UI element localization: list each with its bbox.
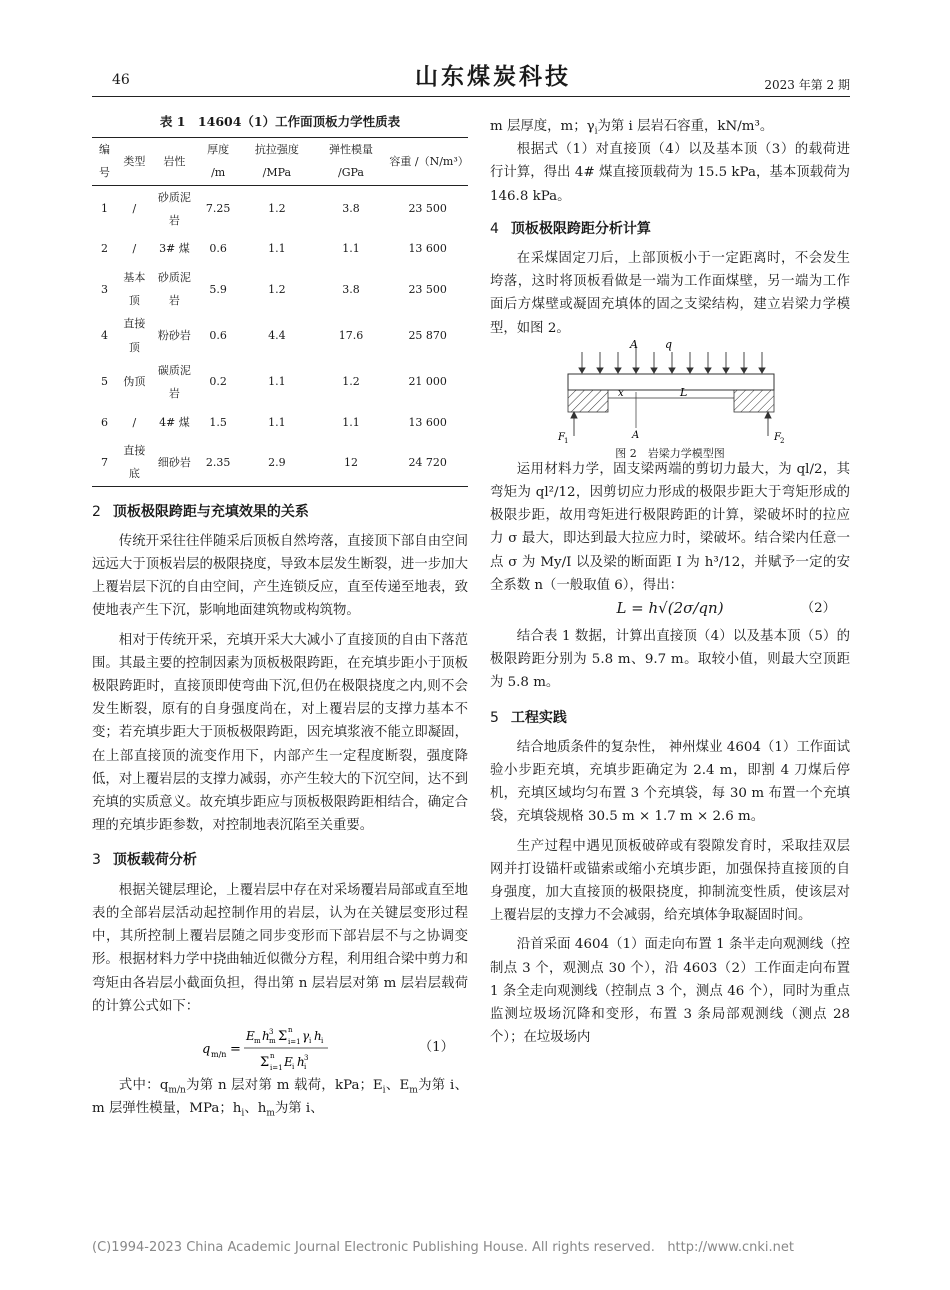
section-5-para-3: 沿首采面 4604（1）面走向布置 1 条半走向观测线（控制点 3 个，观测点 30 个），沿 4603（2）工作面走向布置 1 条全走向观测线（控制点 3 个，测点 46 个），同时为重点监测垃圾场沉降和变形，布置 3 条局部观测线（测点 28 个）；在垃圾场内 — [490, 937, 850, 1046]
section-5-para-2: 生产过程中遇见顶板破碎或有裂隙发育时，采取挂双层网并打设锚杆或锚索或缩小充填步距，加强保持直接顶的自身强度，加大直接顶的极限挠度，抑制流变性质，使该层对上覆岩层的支撑力不会减弱，给充填体争取凝固时间。 — [490, 838, 850, 924]
svg-text:3: 3 — [304, 1053, 309, 1062]
section-number: 5 — [490, 709, 499, 726]
table-cell: 直接底 — [123, 444, 146, 481]
section-5-heading — [490, 707, 850, 730]
table-cell: 0.6 — [209, 329, 227, 343]
svg-text:i: i — [304, 1062, 307, 1071]
rock-properties-table — [92, 137, 468, 486]
svg-text:n: n — [288, 1025, 293, 1034]
table-row — [92, 266, 468, 312]
section-4-para-2: 运用材料力学，固支梁两端的剪切力最大，为 ql/2，其弯矩为 ql²/12，因剪切应力形成的极限步距大于弯矩形成的极限步距，故用弯矩进行极限跨距的计算，梁破坏时的拉应力 σ 最大，即达到最大拉应力时，梁破坏。结合梁内任意一点 σ 为 My/I 以及梁的断面距 I 为 h³/12，并赋予一定的安全系数 n（一般取值 6），得出： — [490, 461, 850, 593]
table-cell: 1.1 — [342, 415, 360, 429]
formula-2-number: （2） — [800, 601, 836, 617]
svg-text:3: 3 — [269, 1027, 274, 1036]
col-header: 容重 /（N/m³） — [389, 154, 469, 168]
table-cell: 13 600 — [408, 415, 447, 429]
table-cell: / — [132, 415, 137, 429]
table-cell: 4.4 — [268, 329, 286, 343]
figure-2-caption: 图 2 岩梁力学模型图 — [615, 446, 725, 460]
table-cell: 3.8 — [342, 282, 360, 296]
issue-label: 2023 年第 2 期 — [764, 78, 850, 92]
right-column — [490, 115, 850, 1050]
section-number: 2 — [92, 503, 101, 520]
table-cell: / — [132, 242, 137, 256]
table-cell: 23 500 — [408, 202, 447, 216]
table-caption: 表 1 14604（1）工作面顶板力学性质表 — [159, 114, 401, 129]
label-q: q — [665, 339, 673, 351]
svg-text:E: E — [246, 1028, 255, 1043]
section-3-para-1: 根据关键层理论，上覆岩层中存在对采场覆岩局部或直至地表的全部岩层活动起控制作用的岩层，认为在关键层变形过程中，其所控制上覆岩层随之同步变形而下部岩层不与之协调变形。根据材料力学中挠曲轴近似微分方程，利用组合梁中剪力和弯矩由各岩层小截面负担，得出第 n 层岩层对第 m 层岩层载荷的计算公式如下： — [92, 882, 468, 1014]
table-cell: 1.2 — [342, 375, 360, 389]
table-cell: 粉砂岩 — [157, 329, 191, 343]
section-5-para-1: 结合地质条件的复杂性， 神州煤业 4604（1）工作面试验小步距充填，充填步距确定为 2.4 m，即割 4 刀煤后停机，充填区域均匀布置 3 个充填袋，每 30 m 布置一个充填袋，充填袋规格 30.5 m × 1.7 m × 2.6 m。 — [490, 739, 850, 825]
svg-text:γ: γ — [302, 1028, 310, 1043]
copyright-text: (C)1994-2023 China Academic Journal Electronic Publishing House. All rights reserved. — [92, 1240, 655, 1255]
svg-text:h: h — [314, 1028, 322, 1043]
table-cell: 1.2 — [268, 202, 286, 216]
table-cell: 24 720 — [408, 455, 447, 469]
table-cell: 5.9 — [209, 282, 227, 296]
section-title: 顶板载荷分析 — [112, 852, 197, 869]
svg-text:q: q — [202, 1041, 211, 1057]
table-cell: 12 — [343, 455, 358, 469]
table-cell: 5 — [100, 375, 108, 389]
table-cell: 碳质泥岩 — [157, 363, 191, 401]
header-rule — [92, 96, 850, 97]
beam — [568, 374, 774, 390]
table-row — [92, 185, 468, 232]
formula-1-explanation: 式中：$q_{m/n}$为第 n 层对第 m 载荷，kPa；$E_i$、$E_m$为第 i、m 层弹性模量，MPa；$h_i$、$h_m$为第 i、 — [92, 1077, 468, 1119]
svg-text:2: 2 — [780, 436, 785, 444]
label-A-top: A — [630, 339, 638, 351]
table-row — [92, 359, 468, 405]
col-header: 编号 — [98, 143, 110, 180]
svg-text:n: n — [270, 1051, 275, 1060]
svg-text:i=1: i=1 — [288, 1037, 301, 1046]
svg-text:m/n: m/n — [211, 1049, 227, 1059]
table-cell: 21 000 — [408, 375, 447, 389]
copyright-footer — [92, 1240, 794, 1255]
table-cell: 23 500 — [408, 282, 447, 296]
section-title: 工程实践 — [510, 709, 567, 726]
table-cell: 3# 煤 — [159, 242, 190, 256]
svg-text:Σ: Σ — [278, 1028, 288, 1044]
section-2-heading — [92, 501, 468, 524]
svg-text:i: i — [321, 1036, 324, 1045]
svg-text:=: = — [230, 1041, 241, 1057]
col-header: 类型 — [123, 154, 146, 168]
svg-text:1: 1 — [564, 436, 569, 444]
svg-text:h: h — [297, 1054, 305, 1069]
svg-text:m: m — [269, 1036, 276, 1045]
beam-model-diagram — [490, 340, 850, 444]
table-row — [92, 439, 468, 486]
left-support — [568, 390, 608, 412]
section-4-heading — [490, 218, 850, 241]
section-3-heading — [92, 849, 468, 872]
section-2-para-1: 传统开采往往伴随采后顶板自然垮落，直接顶下部自由空间远远大于顶板岩层的极限挠度，导致本层发生断裂，进一步加大上覆岩层下沉的自由空间，产生连锁反应，直至传递至地表，致使地表产生下沉，影响地面建筑物或构筑物。 — [92, 533, 468, 619]
table-cell: 0.2 — [209, 375, 227, 389]
formula-2 — [490, 597, 850, 625]
table-cell: 1.1 — [268, 242, 286, 256]
table-cell: 0.6 — [209, 242, 227, 256]
table-cell: 4# 煤 — [159, 415, 190, 429]
formula-1 — [92, 1022, 468, 1074]
section-4-para-3: 结合表 1 数据，计算出直接顶（4）以及基本顶（5）的极限跨距分别为 5.8 m、9.7 m。取较小值，则最大空顶距为 5.8 m。 — [490, 629, 850, 691]
col-header: 弹性模量 /GPa — [328, 143, 373, 180]
table-cell: 2 — [100, 242, 108, 256]
table-cell: / — [132, 202, 137, 216]
svg-text:i: i — [292, 1062, 295, 1071]
table-cell: 砂质泥岩 — [157, 190, 191, 227]
table-cell: 3.8 — [342, 202, 360, 216]
formula-1-explanation-cont: m 层厚度，m；$\gamma_i$为第 i 层岩石容重，kN/m³。 — [490, 119, 774, 137]
table-row — [92, 312, 468, 358]
label-A-bottom: A — [632, 429, 640, 441]
table-cell: 基本顶 — [123, 271, 146, 308]
label-F2: F — [774, 431, 781, 443]
label-x: x — [618, 387, 624, 399]
table-row — [92, 232, 468, 266]
table-header-row — [92, 138, 468, 185]
section-4-para-1: 在采煤固定刀后，上部顶板小于一定距离时，不会发生垮落，这时将顶板看做是一端为工作面煤壁，另一端为工作面后方煤壁或凝固充填体的固之支梁结构，建立岩梁力学模型，如图 2。 — [490, 251, 850, 336]
right-support — [734, 390, 774, 412]
table-cell: 1.1 — [268, 375, 286, 389]
table-cell: 伪顶 — [123, 375, 146, 389]
cnki-link[interactable]: http://www.cnki.net — [667, 1240, 794, 1255]
svg-text:i: i — [309, 1036, 312, 1045]
section-2-para-2: 相对于传统开采，充填开采大大减小了直接顶的自由下落范围。其最主要的控制因素为顶板极限跨距，在充填步距小于顶板极限跨距时，直接顶即使弯曲下沉,但仍在极限挠度之内,则不会发生断裂，原有的自身强度尚在，对上覆岩层的支撑力基本不变；若充填步距大于顶板极限跨距，因充填浆液不能立即凝固，在上部直接顶的流变作用下，内部产生一定程度断裂，强度降低，对上覆岩层的支撑力减弱，亦产生较大的下沉空间，达不到充填的实质意义。故充填步距应与顶板极限跨距相结合，确定合理的充填步距参数，对控制地表沉陷至关重要。 — [92, 632, 468, 834]
table-cell: 砂质泥岩 — [157, 271, 191, 308]
table-cell: 3 — [100, 282, 108, 296]
left-column — [92, 110, 468, 1120]
col-header: 厚度 /m — [207, 143, 230, 180]
svg-text:h: h — [262, 1028, 270, 1043]
figure-2 — [490, 340, 850, 458]
table-cell: 7 — [100, 455, 108, 469]
table-cell: 17.6 — [338, 329, 364, 343]
table-cell: 4 — [100, 329, 108, 343]
svg-text:E: E — [284, 1054, 293, 1069]
page-number: 46 — [112, 72, 130, 88]
table-cell: 1.1 — [342, 242, 360, 256]
col-header: 岩性 — [163, 154, 186, 168]
svg-text:i=1: i=1 — [270, 1063, 283, 1072]
svg-text:Σ: Σ — [260, 1054, 270, 1070]
table-cell: 2.35 — [205, 455, 231, 469]
table-cell: 1.1 — [268, 415, 286, 429]
journal-title: 山东煤炭科技 — [415, 63, 571, 90]
svg-text:m: m — [254, 1036, 261, 1045]
section-title: 顶板极限跨距分析计算 — [510, 220, 651, 237]
table-cell: 1.5 — [209, 415, 227, 429]
table-cell: 6 — [100, 415, 108, 429]
section-number: 3 — [92, 852, 101, 869]
section-number: 4 — [490, 220, 499, 237]
table-cell: 25 870 — [408, 329, 447, 343]
section-3-para-2: 根据式（1）对直接顶（4）以及基本顶（3）的载荷进行计算，得出 4# 煤直接顶载荷为 15.5 kPa，基本顶载荷为 146.8 kPa。 — [490, 142, 850, 204]
table-cell: 1 — [100, 202, 108, 216]
section-title: 顶板极限跨距与充填效果的关系 — [112, 503, 309, 520]
col-header: 抗拉强度 /MPa — [254, 143, 299, 180]
table-cell: 1.2 — [268, 282, 286, 296]
dimension-lines — [608, 392, 734, 428]
table-cell: 直接顶 — [123, 317, 146, 354]
label-L: L — [680, 385, 688, 399]
table-cell: 13 600 — [408, 242, 447, 256]
label-F1: F — [558, 431, 565, 443]
formula-1-number: （1） — [418, 1039, 454, 1055]
table-cell: 7.25 — [205, 202, 231, 216]
formula-2-expression: L = h√(2σ/qn) — [616, 599, 724, 618]
table-row — [92, 405, 468, 439]
table-cell: 细砂岩 — [157, 455, 191, 469]
table-cell: 2.9 — [268, 455, 286, 469]
